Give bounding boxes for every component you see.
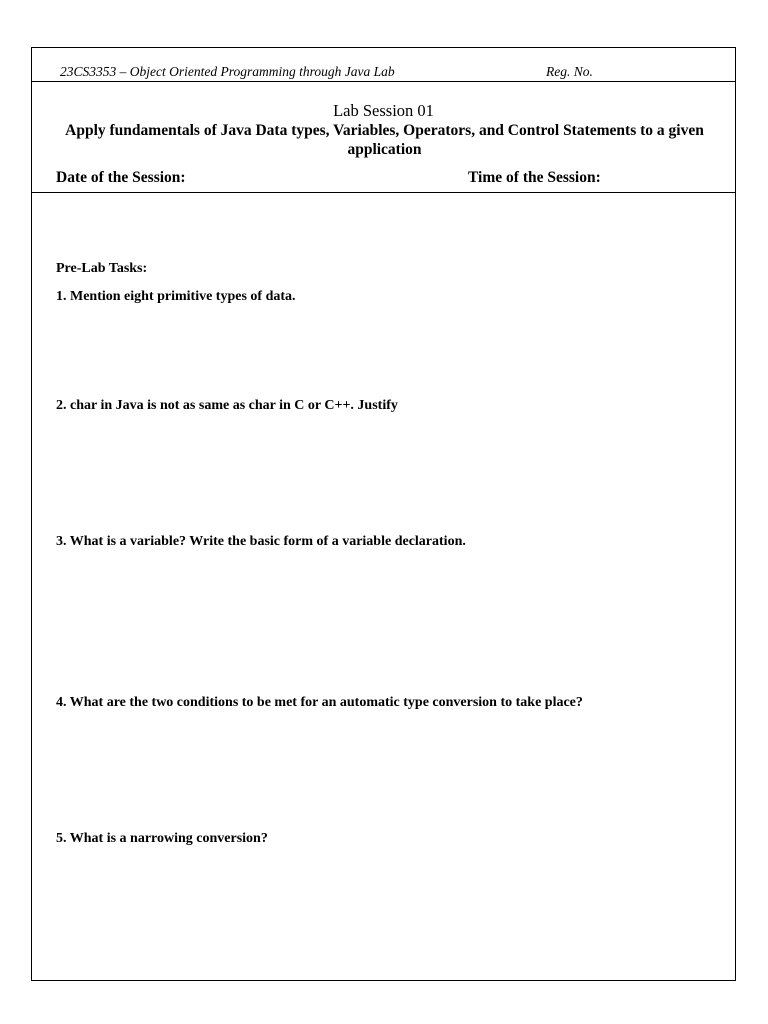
prelab-question-5: 5. What is a narrowing conversion? xyxy=(56,831,268,846)
prelab-question-1: 1. Mention eight primitive types of data. xyxy=(56,289,296,304)
prelab-question-2: 2. char in Java is not as same as char in C or C++. Justify xyxy=(56,398,398,413)
prelab-heading: Pre-Lab Tasks: xyxy=(56,261,148,276)
lab-sheet-frame xyxy=(31,47,736,981)
session-title: Lab Session 01 xyxy=(333,101,434,120)
course-code-header: 23CS3353 – Object Oriented Programming through Java Lab xyxy=(60,64,395,79)
header-divider xyxy=(32,81,735,82)
session-info-divider xyxy=(32,192,735,193)
prelab-question-4: 4. What are the two conditions to be met for an automatic type conversion to take place? xyxy=(56,695,583,710)
session-time-label: Time of the Session: xyxy=(468,169,601,186)
prelab-question-3: 3. What is a variable? Write the basic form of a variable declaration. xyxy=(56,534,466,549)
reg-no-label: Reg. No. xyxy=(546,64,593,79)
session-subtitle: Apply fundamentals of Java Data types, Variables, Operators, and Control Statements to a given application xyxy=(65,122,704,158)
session-date-label: Date of the Session: xyxy=(56,169,186,186)
